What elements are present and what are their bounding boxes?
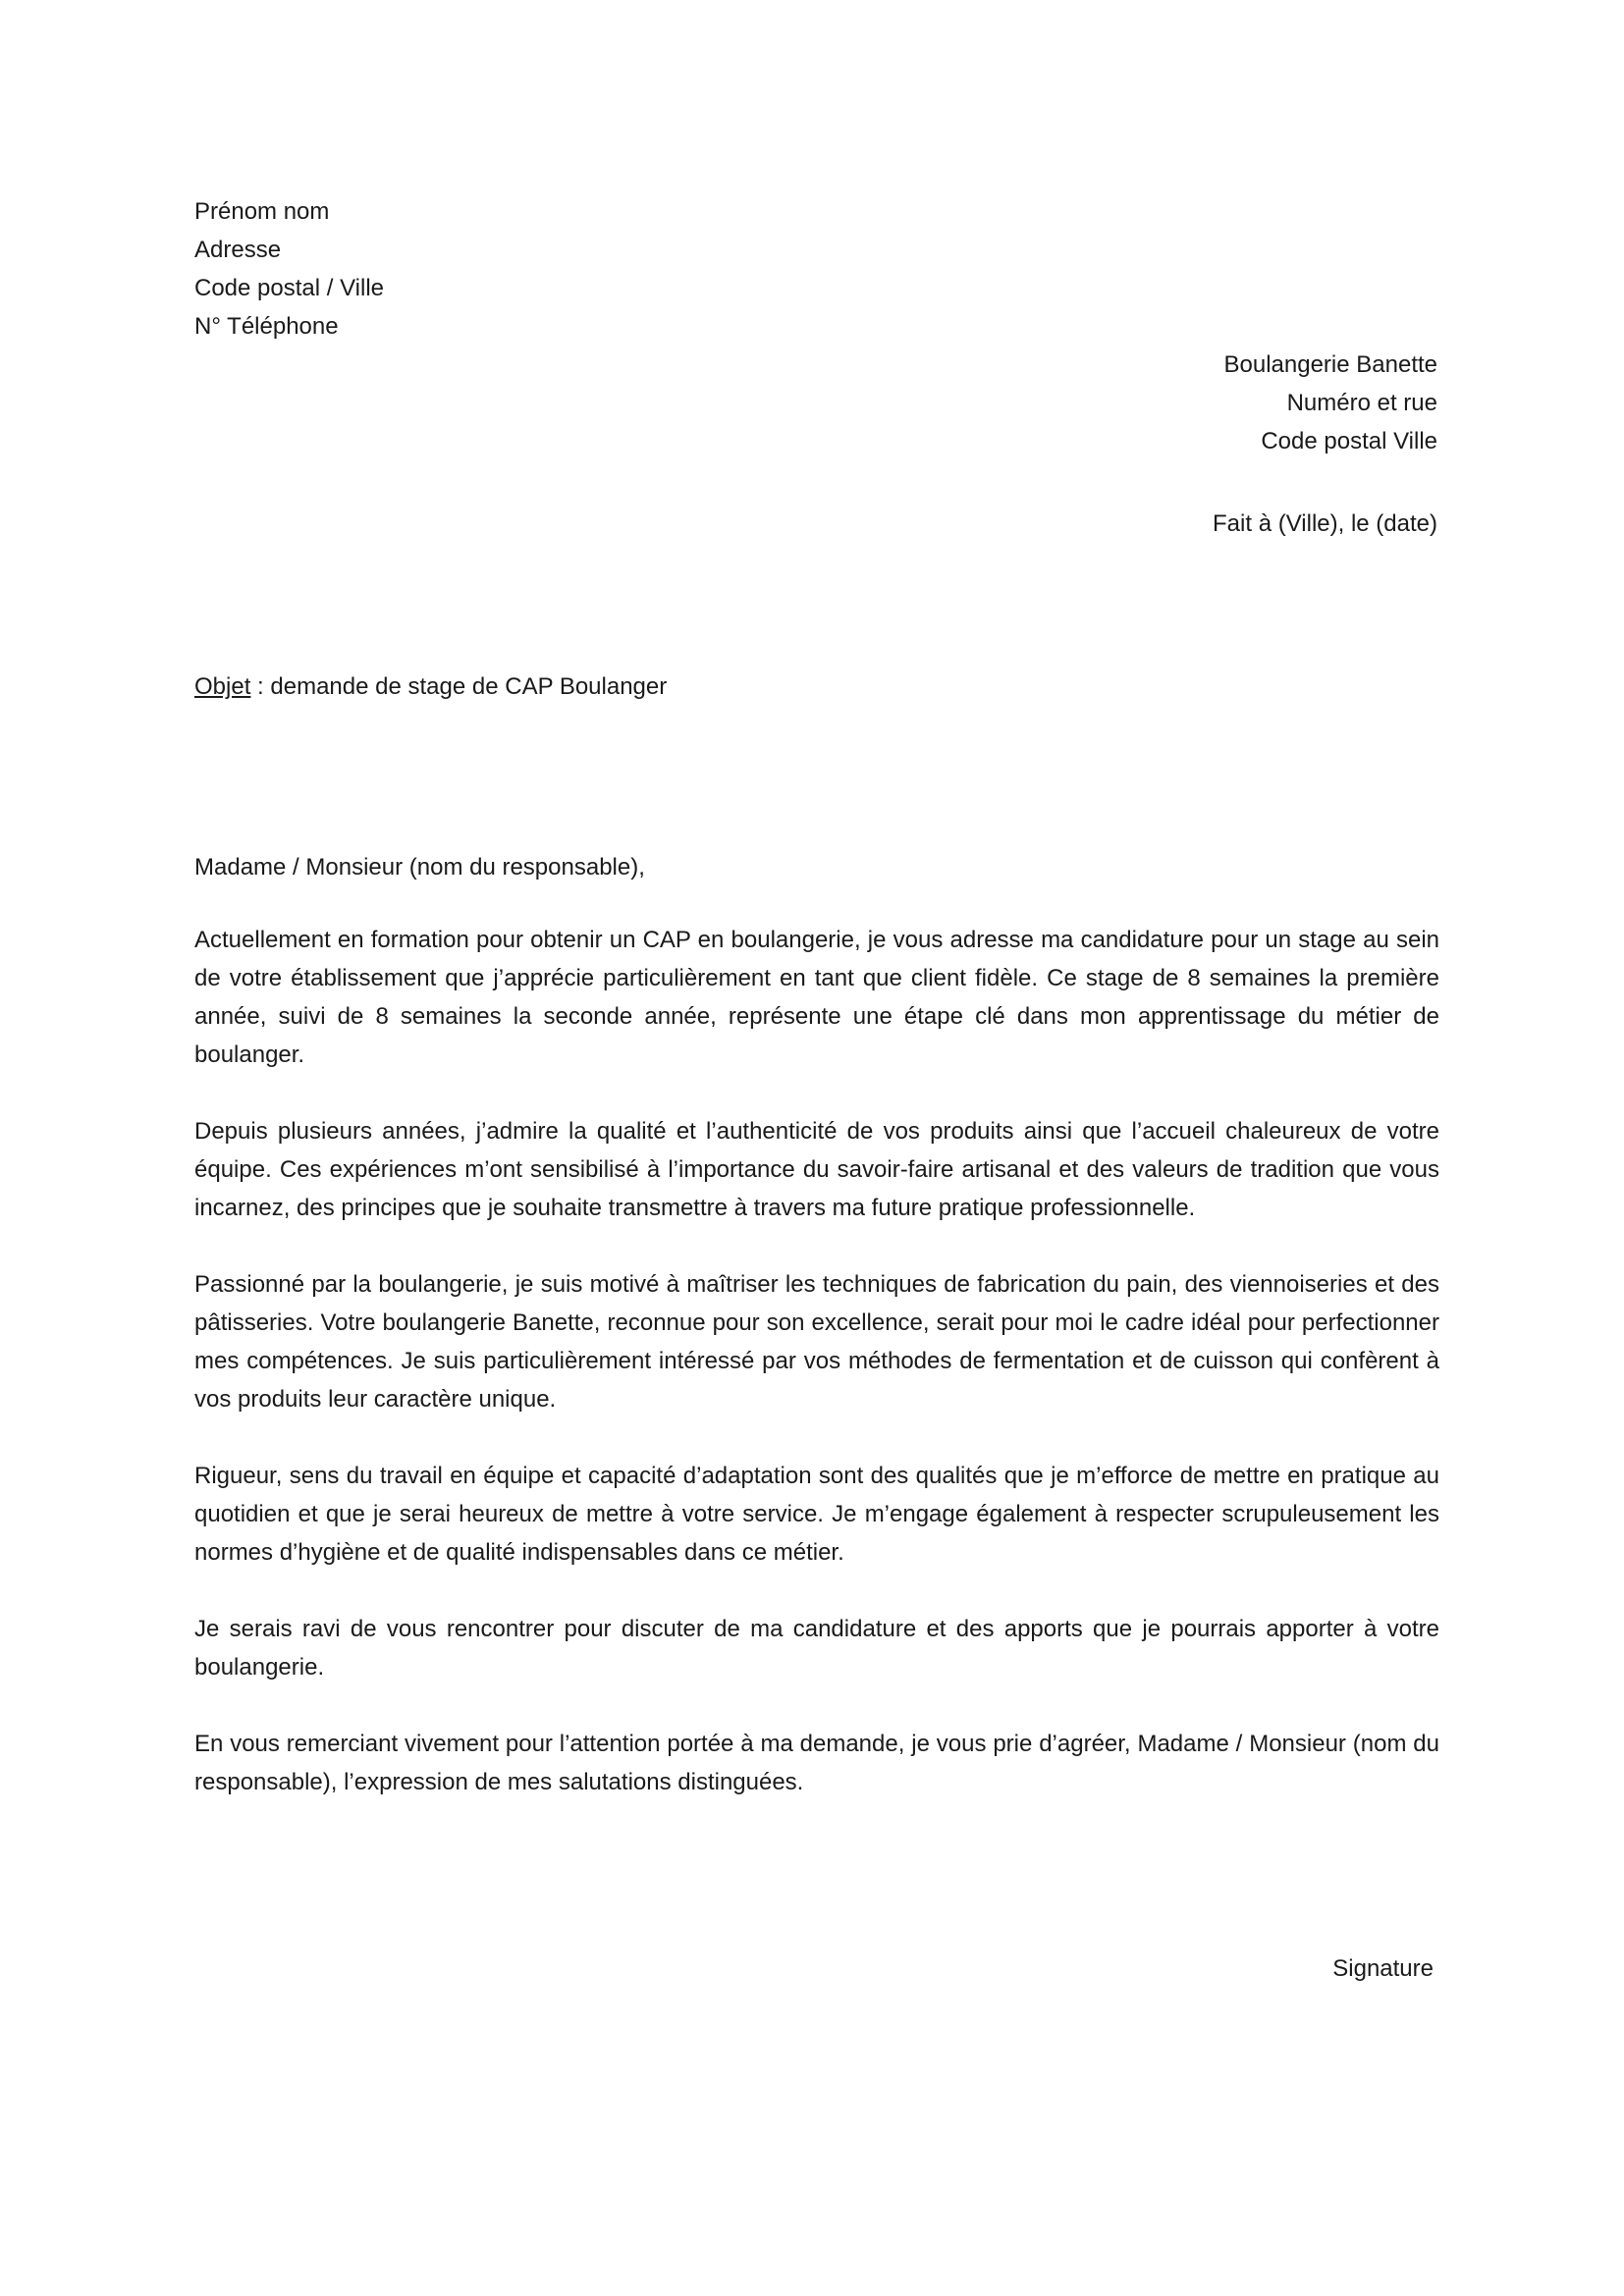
sender-block xyxy=(194,192,384,346)
letter-body xyxy=(194,921,1439,1840)
recipient-street: Numéro et rue xyxy=(1286,390,1437,416)
signature: Signature xyxy=(1332,1955,1434,1982)
salutation: Madame / Monsieur (nom du responsable), xyxy=(194,854,645,881)
paragraph-6: En vous remerciant vivement pour l’attention portée à ma demande, je vous prie d’agréer, Madame / Monsieur (nom du responsable), l’expression de mes salutations distinguées. xyxy=(194,1731,1439,1795)
paragraph-5: Je serais ravi de vous rencontrer pour discuter de ma candidature et des apports que je pourrais apporter à votre boulangerie. xyxy=(194,1616,1439,1681)
subject-label: Objet xyxy=(194,673,251,700)
date-line: Fait à (Ville), le (date) xyxy=(1213,510,1437,537)
paragraph-1: Actuellement en formation pour obtenir un CAP en boulangerie, je vous adresse ma candidature pour un stage au sein de votre établissement que j’apprécie particulièrement en tant que client fidèle. Ce stage de 8 semaines la première année, suivi de 8 semaines la seconde année, représente une étape clé dans mon apprentissage du métier de boulanger. xyxy=(194,927,1439,1068)
sender-phone: N° Téléphone xyxy=(194,313,339,340)
paragraph-4: Rigueur, sens du travail en équipe et capacité d’adaptation sont des qualités que je m’efforce de mettre en pratique au quotidien et que je serai heureux de mettre à votre service. Je m’engage également à respecter scrupuleusement les normes d’hygiène et de qualité indispensables dans ce métier. xyxy=(194,1463,1439,1566)
sender-postal-city: Code postal / Ville xyxy=(194,275,385,301)
paragraph-2: Depuis plusieurs années, j’admire la qualité et l’authenticité de vos produits ainsi que l’accueil chaleureux de votre équipe. Ces expériences m’ont sensibilisé à l’importance du savoir-faire artisanal et des valeurs de tradition que vous incarnez, des principes que je souhaite transmettre à travers ma future pratique professionnelle. xyxy=(194,1118,1439,1221)
sender-name: Prénom nom xyxy=(194,198,330,225)
subject-text: demande de stage de CAP Boulanger xyxy=(270,673,668,700)
sender-address: Adresse xyxy=(194,237,282,263)
subject-separator: : xyxy=(250,673,271,700)
paragraph-3: Passionné par la boulangerie, je suis motivé à maîtriser les techniques de fabrication du pain, des viennoiseries et des pâtisseries. Votre boulangerie Banette, reconnue pour son excellence, serait pour moi le cadre idéal pour perfectionner mes compétences. Je suis particulièrement intéressé par vos méthodes de fermentation et de cuisson qui confèrent à vos produits leur caractère unique. xyxy=(194,1271,1439,1413)
subject-line xyxy=(194,667,667,706)
recipient-company: Boulangerie Banette xyxy=(1223,351,1437,378)
recipient-block xyxy=(1224,346,1438,460)
recipient-postal-city: Code postal Ville xyxy=(1261,428,1437,454)
